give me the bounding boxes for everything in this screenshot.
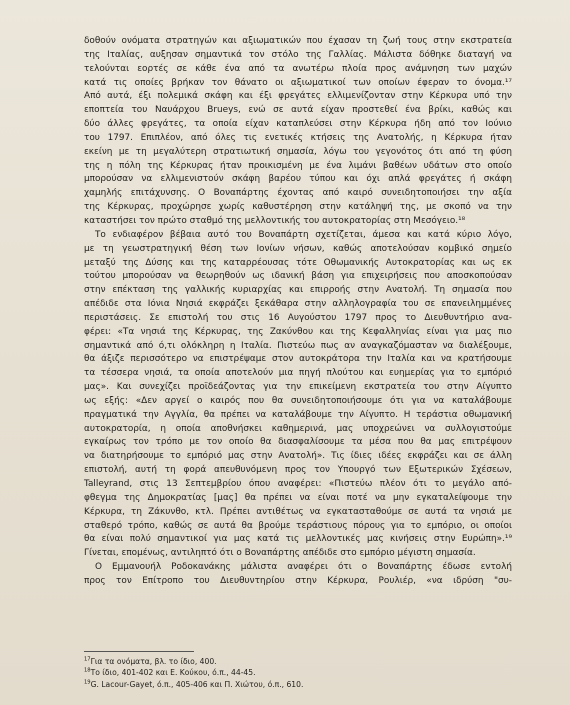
body-text-line: απέδιδε στα Ιόνια Νησιά εκφράζει ξεκάθαρα στην αλληλογραφία του σε επανειλημμένες [84,299,512,310]
footnote [84,679,512,690]
body-text-line: του 1797. Επιπλέον, από όλες τις ενετικές κτήσεις της Ανατολής, η Κέρκυρα ήταν [84,132,512,143]
body-text-line: προς τον Επίτροπο του Διευθυντηρίου στην Κέρκυρα, Ρουλιέρ, «να ιδρύση "συ- [84,575,512,586]
body-text-line: δύο άλλες φρεγάτες, τα οποία είχαν καταπλεύσει στην Κέρκυρα ήδη από τον Ιούνιο [84,119,512,130]
body-text-line: τελούνται εορτές σε κάθε ένα από τα ανωτέρω πλοία προς ανάμνηση των μαχών [84,63,512,74]
body-text-line: εκείνη με τη μεγαλύτερη στρατιωτική σημασία, λόγω του γεγονότος ότι από τη φύση [84,146,512,157]
footnote [84,656,512,667]
body-text-line: θα είναι πολύ σημαντικοί για μας κατά τις μελλοντικές μας κινήσεις στην Ευρώπη».¹⁹ [84,534,512,545]
body-text-line: μεταξύ της Δύσης και της καταρρέουσας τότε Οθωμανικής Αυτοκρατορίας και ως εκ [84,257,512,268]
body-text-line: φθεγμα της Δημοκρατίας [μας] θα πρέπει να είναι ποτέ να μην εγκαταλείψουμε την [84,492,512,503]
body-text-line: τα τέσσερα νησιά, τα οποία αποτελούν μια πηγή πλούτου και ευημερίας για το εμπόριό [84,368,512,379]
footnote-number: 17 [84,656,91,663]
body-text-line: επιστολή, αυτή τη φορά απευθυνόμενη προς τον Υπουργό των Εξωτερικών Σχέσεων, [84,465,512,476]
body-text [84,35,512,589]
body-text-line: ως εξής: «Δεν αργεί ο καιρός που θα συνειδητοποιήσουμε ότι για να καταλάβουμε [84,395,512,406]
body-text-line: εποπτεία του Ναυάρχου Brueys, ενώ σε αυτά είχαν προστεθεί ένα βρίκι, καθώς και [84,105,512,116]
footnote-text: Το ίδιο, 401-402 και Ε. Κούκου, ό.π., 44-45. [90,668,256,678]
body-text-line: σημαντικά από ό,τι ολόκληρη η Ιταλία. Πιστεύω πως αν αναγκαζόμασταν να διαλέξουμε, [84,340,512,351]
body-text-line: φέρει: «Τα νησιά της Κέρκυρας, της Ζακύνθου και της Κεφαλληνίας είναι για μας πιο [84,326,512,337]
body-text-line: Κέρκυρα, τη Ζάκυνθο, κτλ. Πρέπει αντιθέτως να εγκατασταθούμε σε αυτά τα νησιά με [84,506,512,517]
body-text-line: να διατηρήσουμε το εμπόριό μας στην Ανατολή». Τις ίδιες ιδέες εκφράζει και σε άλλη [84,451,512,462]
body-text-line: της Ιταλίας, αυξησαν σημαντικά τον στόλο της Γαλλίας. Μάλιστα δόθηκε διαταγή να [84,49,512,60]
body-text-line: Talleyrand, στις 13 Σεπτεμβρίου όπου αναφέρει: «Πιστεύω πλέον ότι το μεγάλο από- [84,479,512,489]
body-text-line: σταθερό τρόπο, καθώς σε αυτά θα βρούμε τεράστιους πόρους για το εμπόριο, οι οποίοι [84,520,512,531]
footnote-text: G. Lacour-Gayet, ό.π., 405-406 και Π. Χιώτου, ό.π., 610. [90,679,304,689]
body-text-line: Το ενδιαφέρον βέβαια αυτό του Βοναπάρτη σχετίζεται, άμεσα και κατά κύριο λόγο, [95,229,512,240]
body-text-line: της Κέρκυρας, προχώρησε χωρίς καθυστέρηση στην κατάληψή της, με σκοπό να την [84,202,512,213]
footnotes [84,656,512,690]
body-text-line: Από αυτά, έξι πολεμικά σκάφη και έξι φρεγάτες ελλιμενίζονταν στην Κέρκυρα υπό την [84,91,512,102]
body-text-line: αυτοκρατορία, η οποία αποθνήσκει καθημερινά, μας υποχρεώνει να συλλογιστούμε [84,423,512,434]
footnote-text: Για τα ονόματα, βλ. το ίδιο, 400. [90,657,217,666]
body-text-line: θα άξιζε περισσότερο να επιστρέψαμε στον αυτοκράτορα την Ιταλία και να κρατήσουμε [84,354,512,365]
body-text-line: καταστήσει τον πρώτο σταθμό της μελλοντικής του αυτοκρατορίας στη Μεσόγειο.¹⁸ [84,215,466,226]
footnote-number: 18 [84,667,91,674]
body-text-line: Γίνεται, επομένως, αντιληπτό ότι ο Βοναπάρτης απέδιδε στο εμπόριο μέγιστη σημασία. [84,548,476,559]
footnote-separator [84,651,194,652]
body-text-line: μας». Και συνεχίζει προϊδεάζοντας για την επικείμενη εκστρατεία του στην Αίγυπτο [84,382,512,393]
body-text-line: πραγματικά την Αγγλία, θα πρέπει να καταλάβουμε την Αίγυπτο. Η τεράστια οθωμανική [84,409,512,420]
footnote [84,667,512,678]
body-text-line: της η πόλη της Κέρκυρας ήταν προικισμένη με ένα λιμάνι βαθέων υδάτων στο οποίο [84,160,512,171]
body-text-line: κατά τις οποίες βρήκαν τον θάνατο οι αξιωματικοί των οποίων έφεραν το όνομα.¹⁷ [84,77,512,88]
body-text-line: χαμηλής επιτάχυνσης. Ο Βοναπάρτης έχοντας από καιρό συνειδητοποιήσει την αξία [84,188,512,199]
body-text-line: περιστάσεις. Σε επιστολή του στις 16 Αυγούστου 1797 προς το Διευθυντήριο ανα- [84,312,512,323]
body-text-line: με τη γεωστρατηγική θέση των Ιονίων νήσων, καθώς αποτελούσαν κομβικό σημείο [84,243,512,254]
body-text-line: δοθούν ονόματα στρατηγών και αξιωματικών που έχασαν τη ζωή τους στην εκστρατεία [84,36,512,46]
body-text-line: εγκαίρως τον τρόπο με τον οποίο θα διασφαλίσουμε τα μέσα που θα μας επιτρέψουν [84,437,512,448]
body-text-line: στην επέκταση της γαλλικής κυριαρχίας και επιρροής στην Ανατολή. Τη σημασία που [84,285,512,296]
body-text-line: τούτου μπορούσαν να θεωρηθούν ως ιδανική βάση για επιχειρήσεις που αποσκοπούσαν [84,271,512,282]
footnote-number: 19 [84,679,91,686]
body-text-line: μπορούσαν να ελλιμενιστούν σκάφη βαρέου τύπου και όχι απλά φρεγάτες ή σκάφη [84,174,512,185]
body-text-line: Ο Εμμανουήλ Ροδοκανάκης μάλιστα αναφέρει ότι ο Βοναπάρτης έδωσε εντολή [95,562,512,573]
